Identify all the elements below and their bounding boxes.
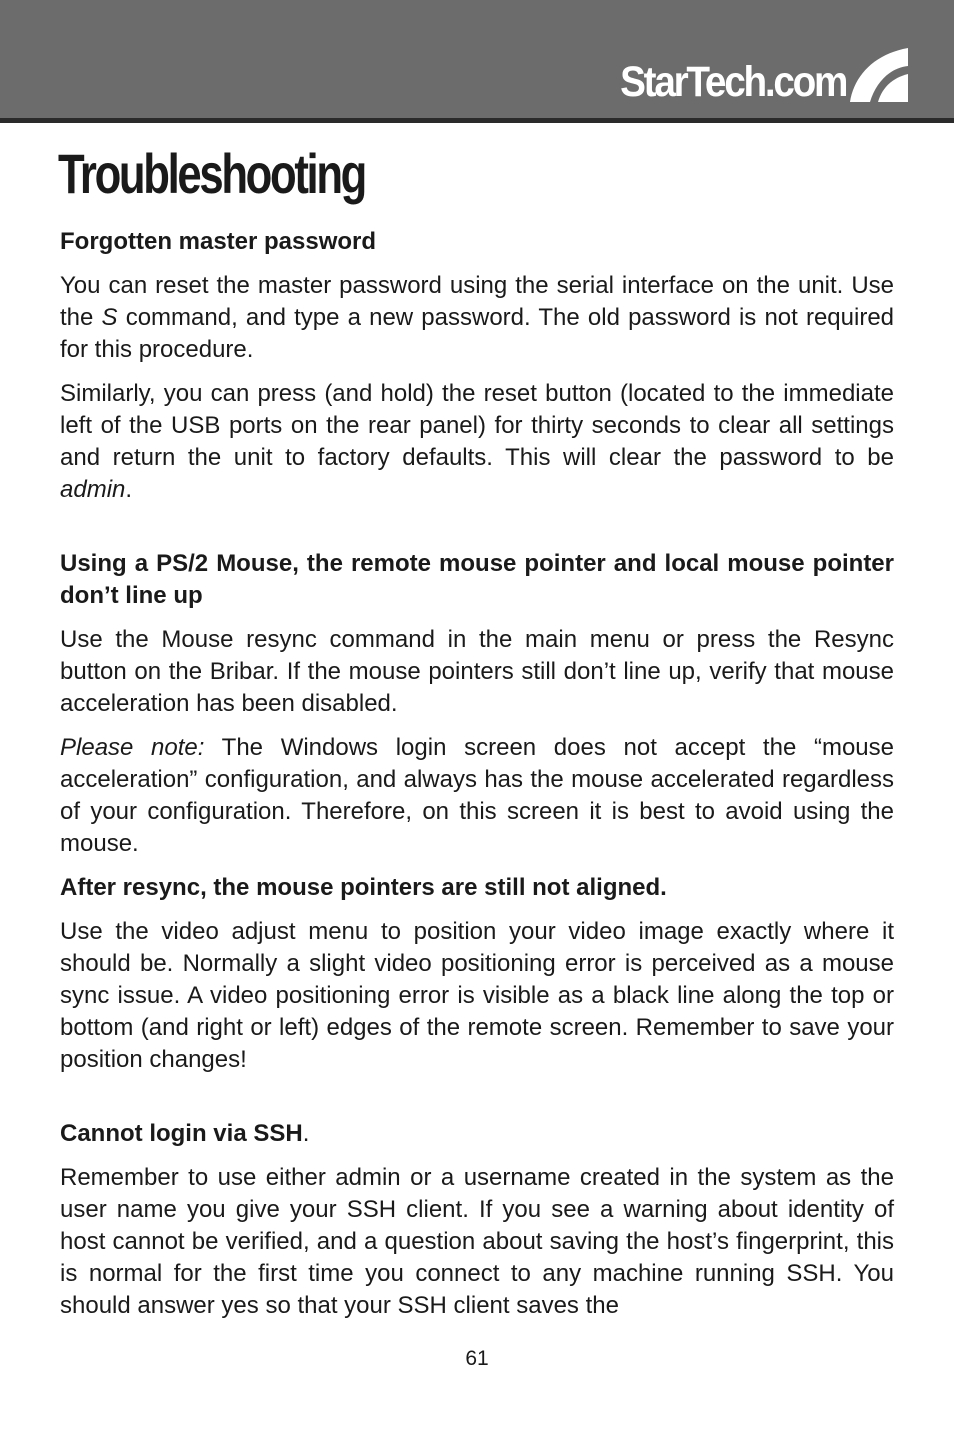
emphasis-command: S — [101, 304, 118, 331]
text-run: The Windows login screen does not accept the “mouse acceleration” configuration, and always has the mouse accelerated regardless of your configuration. Therefore, on this screen it is best to avoid using the mouse. — [60, 734, 894, 857]
paragraph-please-note — [60, 732, 894, 860]
logo-swoosh-icon — [848, 46, 910, 104]
page-number: 61 — [465, 1347, 489, 1370]
page-content — [60, 226, 894, 1334]
page-title: Troubleshooting — [58, 142, 366, 205]
section-heading-forgotten-password: Forgotten master password — [60, 228, 377, 255]
paragraph-ssh: Remember to use either admin or a username created in the system as the user name you give your SSH client. If you see a warning about identity of host cannot be verified, and a question about saving the host’s fingerprint, this is normal for the first time you connect to any machine running SSH. You should answer yes so that your SSH client saves the — [60, 1164, 894, 1319]
section-heading-ps2-mouse: Using a PS/2 Mouse, the remote mouse pointer and local mouse pointer don’t line up — [60, 550, 894, 609]
startech-logo — [595, 44, 910, 104]
section-gap — [60, 1088, 894, 1118]
header-rule — [0, 118, 954, 123]
text-run: . — [125, 476, 133, 503]
text-run: command, and type a new password. The old password is not required for this procedure. — [60, 304, 895, 363]
heading-text: Cannot login via SSH — [60, 1120, 303, 1147]
paragraph-mouse-resync: Use the Mouse resync command in the main menu or press the Resync button on the Bribar. If the mouse pointers still don’t line up, verify that mouse acceleration has been disabled. — [60, 626, 894, 717]
section-gap — [60, 518, 894, 548]
emphasis-admin: admin — [60, 476, 126, 503]
text-run: Similarly, you can press (and hold) the reset button (located to the immediate left of the USB ports on the rear panel) for thirty seconds to clear all settings and return the unit to factory defaults. This will clear the password to be — [60, 380, 894, 471]
paragraph-reset-button — [60, 378, 894, 506]
paragraph-video-adjust: Use the video adjust menu to position your video image exactly where it should be. Normally a slight video positioning error is perceived as a mouse sync issue. A video positioning error is visible as a black line along the top or bottom (and right or left) edges of the remote screen. Remember to save your position changes! — [60, 918, 894, 1073]
section-heading-after-resync: After resync, the mouse pointers are still not aligned. — [60, 874, 667, 901]
paragraph-reset-serial — [60, 270, 894, 366]
note-label: Please note: — [60, 734, 205, 761]
section-heading-ssh — [60, 1118, 894, 1150]
text-run: You can reset the master password using the serial interface on the unit. Use the — [60, 272, 894, 331]
heading-suffix: . — [302, 1120, 310, 1147]
logo-text: StarTech.com — [619, 58, 846, 106]
